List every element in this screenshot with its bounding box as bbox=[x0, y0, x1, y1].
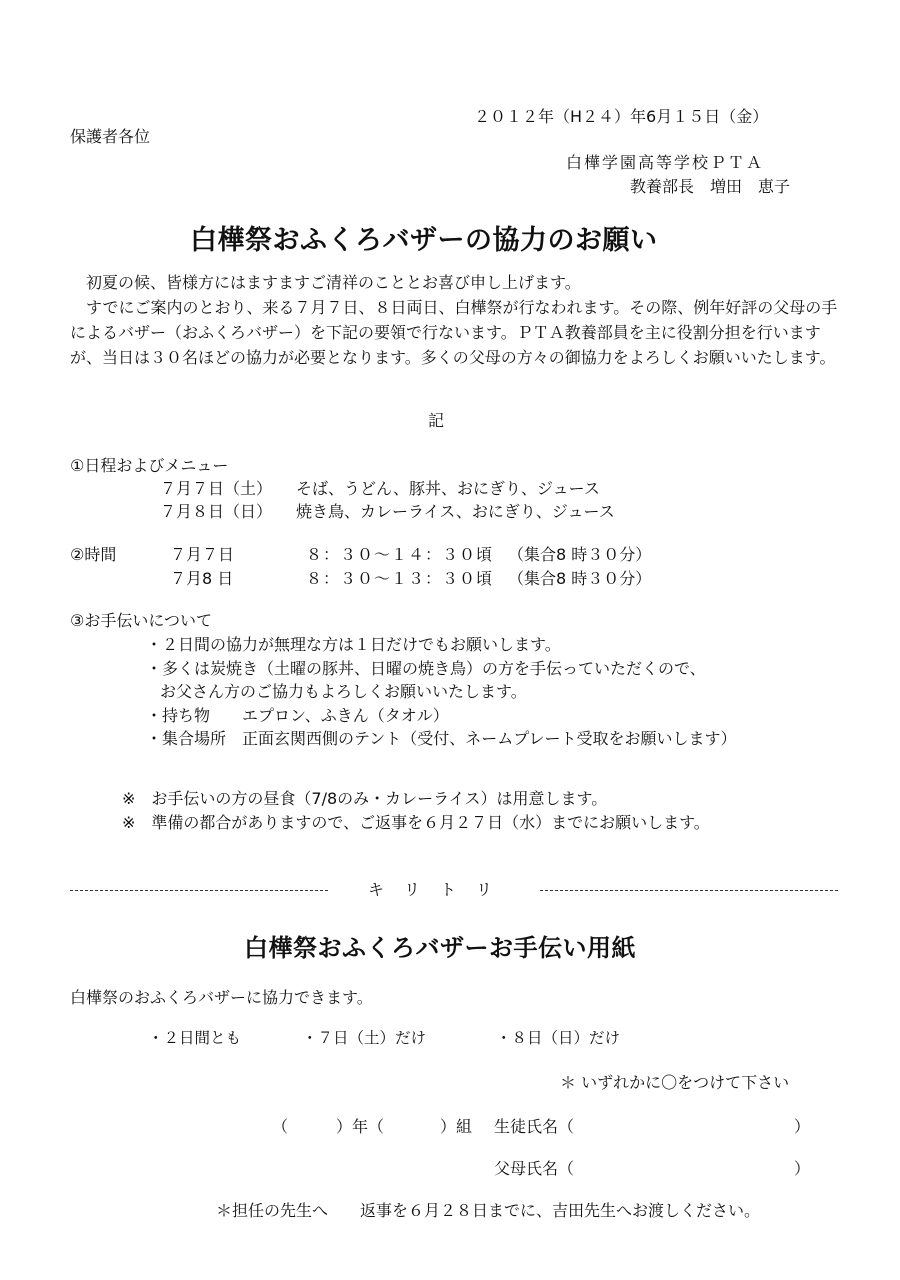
schedule-day: ７月８日（日） bbox=[160, 502, 273, 521]
grade-field[interactable] bbox=[290, 1114, 334, 1134]
section-help-heading: ③お手伝いについて bbox=[70, 611, 213, 630]
option-sunday-only[interactable]: ・８日（日）だけ bbox=[496, 1029, 621, 1047]
year-label: ）年（ bbox=[336, 1117, 385, 1136]
time-range: ８：３０〜１４：３０頃 bbox=[306, 545, 494, 564]
ki-label: 記 bbox=[428, 411, 445, 430]
option-saturday-only[interactable]: ・７日（土）だけ bbox=[302, 1029, 427, 1047]
section-schedule-heading: ①日程およびメニュー bbox=[70, 456, 229, 475]
help-line: ・２日間の協力が無理な方は１日だけでもお願いします。 bbox=[146, 635, 561, 654]
schedule-day: ７月７日（土） bbox=[160, 479, 273, 498]
year-open: （ bbox=[272, 1117, 289, 1136]
page-title: 白樺祭おふくろバザーの協力のお願い bbox=[190, 225, 658, 256]
parent-name-label: 父母氏名（ bbox=[494, 1159, 575, 1178]
section-time-heading: ②時間 bbox=[70, 545, 117, 564]
class-field[interactable] bbox=[398, 1114, 436, 1134]
form-statement: 白樺祭のおふくろバザーに協力できます。 bbox=[70, 988, 373, 1007]
note-lunch: ※ お手伝いの方の昼食（7/8のみ・カレーライス）は用意します。 bbox=[122, 789, 608, 808]
student-name-field[interactable] bbox=[590, 1114, 790, 1134]
form-footer: ＊担任の先生へ 返事を６月２８日までに、吉田先生へお渡しください。 bbox=[216, 1201, 761, 1220]
help-line: お父さん方のご協力もよろしくお願いいたします。 bbox=[160, 682, 527, 701]
help-line: ・集合場所 正面玄関西側のテント（受付、ネームプレート受取をお願いします） bbox=[146, 729, 737, 748]
cut-label: キ リ ト リ bbox=[368, 880, 495, 899]
class-label: ）組 bbox=[440, 1117, 473, 1136]
sender-person: 教養部長 増田 恵子 bbox=[630, 177, 791, 196]
form-title: 白樺祭おふくろバザーお手伝い用紙 bbox=[244, 934, 636, 962]
help-line: ・持ち物 エプロン、ふきん（タオル） bbox=[146, 706, 449, 725]
parent-name-close: ） bbox=[794, 1159, 811, 1178]
parent-name-field[interactable] bbox=[590, 1156, 790, 1176]
time-day: ７月8 日 bbox=[170, 569, 234, 588]
intro-text bbox=[70, 270, 850, 370]
student-name-close: ） bbox=[794, 1117, 811, 1136]
gather-time: （集合8 時３０分） bbox=[508, 569, 652, 588]
document-date: ２０１２年（H２４）年6月１５日（金） bbox=[474, 107, 769, 126]
option-both-days[interactable]: ・２日間とも bbox=[148, 1029, 242, 1047]
cut-line-left bbox=[70, 890, 328, 891]
intro-body: すでにご案内のとおり、来る７月７日、８日両日、白樺祭が行なわれます。その際、例年好評の父母の手によるバザー（おふくろバザー）を下記の要領で行ないます。ＰＴＡ教養部員を主に役割分担を行いますが、当日は３０名ほどの協力が必要となります。多くの父母の方々の御協力をよろしくお願いいたします。 bbox=[70, 298, 838, 367]
addressee: 保護者各位 bbox=[70, 127, 151, 146]
help-line: ・多くは炭焼き（土曜の豚丼、日曜の焼き鳥）の方を手伝っていただくので、 bbox=[146, 659, 706, 678]
schedule-menu: 焼き鳥、カレーライス、おにぎり、ジュース bbox=[296, 502, 615, 521]
circle-instruction: ＊ いずれかに〇をつけて下さい bbox=[560, 1073, 790, 1092]
student-name-label: 生徒氏名（ bbox=[494, 1117, 575, 1136]
schedule-menu: そば、うどん、豚丼、おにぎり、ジュース bbox=[296, 479, 600, 498]
intro-greeting: 初夏の候、皆様方にはますますご清祥のこととお喜び申し上げます。 bbox=[86, 273, 581, 292]
time-day: ７月７日 bbox=[170, 545, 235, 564]
note-deadline: ※ 準備の都合がありますので、ご返事を６月２７日（水）までにお願いします。 bbox=[122, 813, 710, 832]
cut-line-right bbox=[540, 890, 838, 891]
gather-time: （集合8 時３０分） bbox=[508, 545, 652, 564]
time-range: ８：３０〜１３：３０頃 bbox=[306, 569, 494, 588]
sender-organization: 白樺学園高等学校ＰＴＡ bbox=[566, 153, 765, 172]
